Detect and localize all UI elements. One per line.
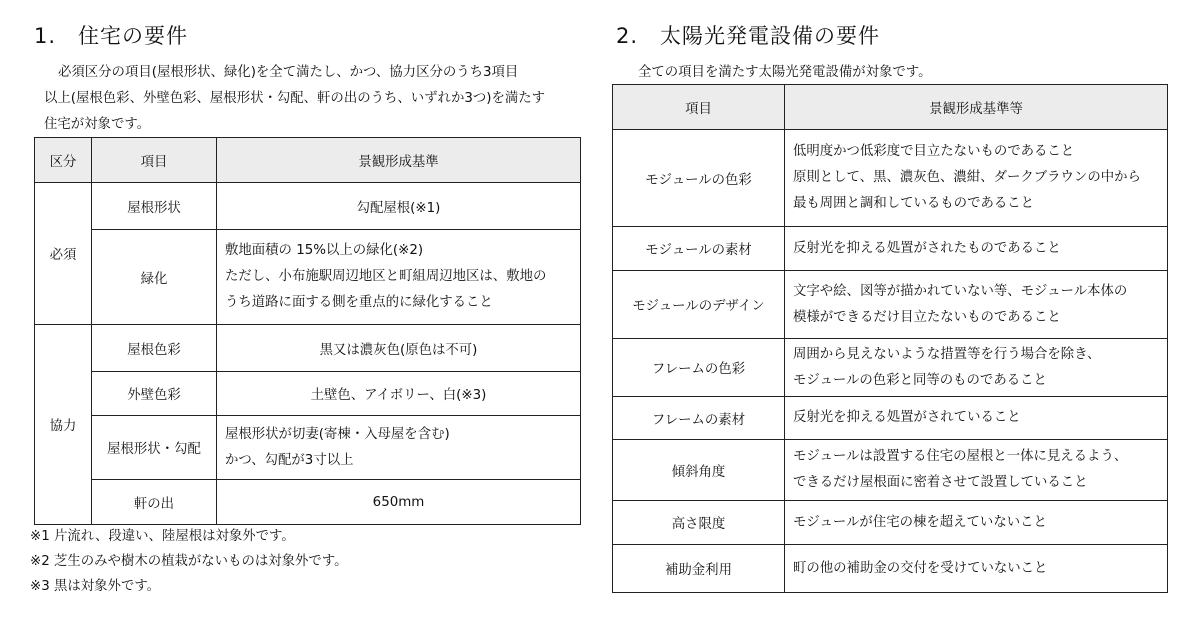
header-category: 区分 <box>35 138 92 183</box>
item-cell: 高さ限度 <box>613 501 785 545</box>
item-cell: 屋根形状 <box>92 183 217 230</box>
criteria-cell: モジュールが住宅の棟を超えていないこと <box>785 501 1168 545</box>
housing-notes <box>30 524 348 599</box>
housing-intro <box>44 60 545 138</box>
item-cell: 屋根形状・勾配 <box>92 416 217 480</box>
table-row <box>35 372 581 416</box>
table-header-row <box>35 138 581 183</box>
table-row <box>613 501 1168 545</box>
table-row <box>613 271 1168 339</box>
criteria-cell: 650mm <box>217 480 581 525</box>
table-row <box>613 339 1168 397</box>
item-cell: モジュールの色彩 <box>613 130 785 227</box>
housing-intro-line: 住宅が対象です。 <box>44 117 151 132</box>
item-cell: 補助金利用 <box>613 545 785 593</box>
criteria-cell <box>217 230 581 325</box>
solar-requirements-table <box>612 84 1168 593</box>
housing-intro-line: 以上(屋根色彩、外壁色彩、屋根形状・勾配、軒の出のうち、いずれか3つ)を満たす <box>44 91 546 106</box>
table-row <box>613 545 1168 593</box>
criteria-line: 低明度かつ低彩度で目立たないものであること <box>793 144 1075 159</box>
table-row <box>613 397 1168 440</box>
header-criteria: 景観形成基準等 <box>785 85 1168 130</box>
footnote: ※2 芝生のみや樹木の植栽がないものは対象外です。 <box>30 554 348 569</box>
criteria-line: モジュールは設置する住宅の屋根と一体に見えるよう、 <box>793 449 1128 464</box>
solar-intro: 全ての項目を満たす太陽光発電設備が対象です。 <box>638 65 932 80</box>
criteria-line: モジュールの色彩と同等のものであること <box>793 372 1047 388</box>
criteria-cell <box>217 416 581 480</box>
table-row <box>35 230 581 325</box>
table-row <box>35 183 581 230</box>
footnote: ※1 片流れ、段違い、陸屋根は対象外です。 <box>30 529 295 544</box>
criteria-line: 模様ができるだけ目立たないものであること <box>793 309 1061 325</box>
criteria-cell <box>785 271 1168 339</box>
table-row <box>613 227 1168 271</box>
housing-requirements-table <box>34 137 581 525</box>
category-required: 必須 <box>35 183 92 325</box>
criteria-cell: 勾配屋根(※1) <box>217 183 581 230</box>
header-item: 項目 <box>613 85 785 130</box>
criteria-line: かつ、勾配が3寸以上 <box>225 452 354 468</box>
table-row <box>613 130 1168 227</box>
criteria-cell <box>785 339 1168 397</box>
criteria-line: ただし、小布施駅周辺地区と町組周辺地区は、敷地の <box>225 269 547 284</box>
header-criteria: 景観形成基準 <box>217 138 581 183</box>
table-row <box>613 440 1168 501</box>
category-cooperative: 協力 <box>35 325 92 525</box>
table-row <box>35 416 581 480</box>
item-cell: モジュールのデザイン <box>613 271 785 339</box>
criteria-line: 文字や絵、図等が描かれていない等、モジュール本体の <box>793 283 1128 299</box>
criteria-line: 屋根形状が切妻(寄棟・入母屋を含む) <box>225 426 450 442</box>
section-title-solar: 2. 太陽光発電設備の要件 <box>616 24 881 48</box>
criteria-line: 敷地面積の 15%以上の緑化(※2) <box>225 243 424 258</box>
criteria-cell <box>785 440 1168 501</box>
item-cell: 軒の出 <box>92 480 217 525</box>
footnote: ※3 黒は対象外です。 <box>30 579 161 594</box>
criteria-cell: 黒又は濃灰色(原色は不可) <box>217 325 581 372</box>
criteria-cell: 土壁色、アイボリー、白(※3) <box>217 372 581 416</box>
item-cell: 屋根色彩 <box>92 325 217 372</box>
criteria-cell: 反射光を抑える処置がされたものであること <box>785 227 1168 271</box>
item-cell: 傾斜角度 <box>613 440 785 501</box>
criteria-line: うち道路に面する側を重点的に緑化すること <box>225 295 493 310</box>
criteria-cell: 町の他の補助金の交付を受けていないこと <box>785 545 1168 593</box>
item-cell: フレームの色彩 <box>613 339 785 397</box>
criteria-line: 最も周囲と調和しているものであること <box>793 196 1035 211</box>
criteria-line: 原則として、黒、濃灰色、濃紺、ダークブラウンの中から <box>793 170 1141 185</box>
criteria-line: 周囲から見えないような措置等を行う場合を除き、 <box>793 346 1101 362</box>
item-cell: 外壁色彩 <box>92 372 217 416</box>
item-cell: モジュールの素材 <box>613 227 785 271</box>
criteria-cell: 反射光を抑える処置がされていること <box>785 397 1168 440</box>
housing-intro-line: 必須区分の項目(屋根形状、緑化)を全て満たし、かつ、協力区分のうち3項目 <box>58 65 519 80</box>
header-item: 項目 <box>92 138 217 183</box>
section-title-housing: 1. 住宅の要件 <box>34 24 189 48</box>
criteria-line: できるだけ屋根面に密着させて設置していること <box>793 475 1088 490</box>
criteria-cell <box>785 130 1168 227</box>
table-header-row <box>613 85 1168 130</box>
item-cell: フレームの素材 <box>613 397 785 440</box>
table-row <box>35 480 581 525</box>
item-cell: 緑化 <box>92 230 217 325</box>
table-row <box>35 325 581 372</box>
